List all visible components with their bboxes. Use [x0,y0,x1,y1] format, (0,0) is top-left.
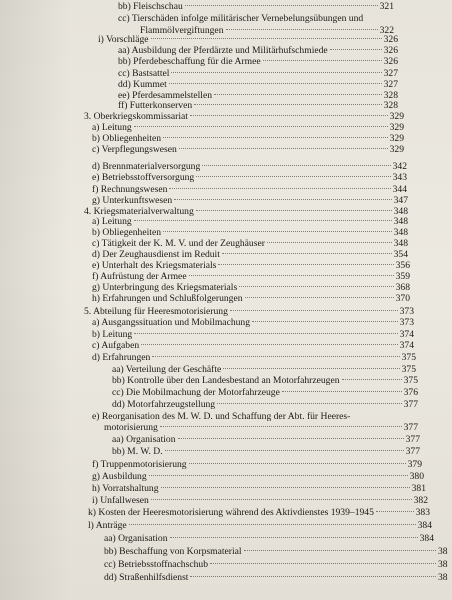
dot-leader [267,242,392,243]
toc-entry [104,558,452,571]
entry-label: aa) Ausbildung der Pferdärzte und Militärhufschmiede [118,45,328,56]
page-number: 327 [383,68,398,79]
dot-leader [376,511,414,512]
entry-label: d) Der Zeughausdienst im Reduit [92,249,220,260]
dot-leader [330,49,382,50]
dot-leader [134,220,392,221]
toc-entry [104,571,452,584]
page-number: 374 [399,340,414,351]
dot-leader [163,231,392,232]
entry-label: c) Verpflegungswesen [92,144,177,155]
entry-label: 3. Oberkriegskommissariat [84,111,188,122]
entry-label: aa) Verteilung der Geschäfte [112,364,222,375]
page-number: 348 [393,206,408,217]
page-number: 328 [383,100,398,111]
page-number: 326 [383,45,398,56]
entry-label: a) Leitung [92,122,132,133]
page-number: 326 [383,56,398,67]
dot-leader [210,563,436,564]
page-shadow [0,0,70,600]
dot-leader [245,297,394,298]
dot-leader [263,60,382,61]
page-number: 376 [403,387,418,398]
entry-label: h) Vorratshaltung [92,483,159,494]
dot-leader [226,29,378,30]
entry-label: e) Unterhalt des Kriegsmaterials [92,260,217,271]
entry-label: cc) Betriebsstoffnachschub [104,559,208,570]
entry-label: c) Tätigkeit der K. M. V. und der Zeughäuser [92,238,265,249]
page-number: 384 [417,520,432,531]
dot-leader [190,576,436,577]
entry-label: cc) Tierschäden infolge militärischer Vernebelungsübungen und [118,13,364,24]
entry-label: b) Obliegenheiten [92,133,161,144]
page-number: 329 [389,144,404,155]
dot-leader [189,463,406,464]
page-number: 368 [395,282,410,293]
entry-label: k) Kosten der Heeresmotorisierung während des Aktivdienstes 1939–1945 [88,507,374,518]
page-number: 377 [403,422,418,433]
dot-leader [151,38,382,39]
dot-leader [222,253,392,254]
toc-entry [92,292,410,305]
dot-leader [223,368,399,369]
page-number: 377 [405,434,420,445]
dot-leader [169,188,390,189]
toc-entry [112,445,420,458]
entry-label: 5. Abteilung für Heeresmotorisierung [84,306,228,317]
page-number: 377 [403,399,418,410]
dot-leader [169,83,382,84]
entry-label: bb) M. W. D. [112,446,163,457]
dot-leader [342,379,402,380]
entry-label: d) Brennmaterialversorgung [92,161,201,172]
dot-leader [185,5,378,6]
entry-label: cc) Bastsattel [118,68,170,79]
dot-leader [174,199,391,200]
toc-entry [88,519,432,532]
page-number: 375 [403,375,418,386]
page-number: 348 [393,227,408,238]
page-number: 354 [393,249,408,260]
page-number: 328 [383,90,398,101]
dot-leader [282,391,402,392]
entry-label: c) Aufgaben [92,340,140,351]
page-number: 322 [379,25,394,36]
entry-label: ff) Futterkonserven [118,100,193,111]
dot-leader [239,286,393,287]
dot-leader [152,356,399,357]
entry-label: aa) Organisation [112,434,176,445]
toc-entry [88,506,430,519]
page-number: 356 [395,260,410,271]
entry-label: g) Unterbringung des Kriegsmaterials [92,282,238,293]
page-number: 379 [407,459,422,470]
entry-label: h) Erfahrungen und Schlußfolgerungen [92,293,243,304]
entry-label: a) Ausgangssituation und Mobilmachung [92,317,251,328]
entry-label: Flammölvergiftungen [140,25,224,36]
dot-leader [189,275,394,276]
dot-leader [160,426,402,427]
dot-leader [196,176,390,177]
page-number: 327 [383,79,398,90]
page-number: 375 [401,364,416,375]
dot-leader [129,524,416,525]
entry-label: aa) Organisation [104,533,168,544]
page-number: 382 [413,495,428,506]
entry-label: bb) Pferdebeschaffung für die Armee [118,56,261,67]
page-number: 326 [383,34,398,45]
dot-leader [171,72,381,73]
dot-leader [134,333,397,334]
page-number: 375 [401,352,416,363]
page-number: 344 [392,184,407,195]
entry-label: bb) Beschaffung von Korpsmaterial [104,546,242,557]
toc-entry [104,545,452,558]
page-number: 380 [409,471,424,482]
entry-label: d) Erfahrungen [92,352,151,363]
dot-leader [217,403,402,404]
dot-leader [230,310,398,311]
dot-leader [161,487,410,488]
entry-label: ee) Pferdesammelstellen [118,90,213,101]
dot-leader [163,137,388,138]
entry-label: f) Rechnungswesen [92,184,168,195]
entry-label: i) Unfallwesen [92,495,149,506]
dot-leader [202,165,390,166]
dot-leader [151,499,412,500]
entry-label: g) Unterkunftswesen [92,195,173,206]
dot-leader [141,344,397,345]
dot-leader [214,94,382,95]
toc-entry [104,532,434,545]
page-number: 373 [399,317,414,328]
entry-label: e) Betriebsstoffversorgung [92,172,195,183]
entry-label: i) Vorschläge [98,34,149,45]
entry-label: b) Obliegenheiten [92,227,161,238]
page-number: 348 [393,238,408,249]
page-number: 329 [389,122,404,133]
dot-leader [190,115,388,116]
entry-label: bb) Kontrolle über den Landesbestand an Motorfahrzeugen [112,375,340,386]
page-number: 38 [438,572,448,583]
dot-leader [218,264,393,265]
entry-label: motorisierung [104,422,158,433]
entry-label: f) Truppenmotorisierung [92,459,187,470]
page-number: 321 [379,1,394,12]
entry-label: 4. Kriegsmaterialverwaltung [84,206,194,217]
page-number: 373 [399,306,414,317]
dot-leader [134,126,388,127]
page-number: 343 [392,172,407,183]
page-number: 38 [438,546,448,557]
page-number: 374 [399,329,414,340]
entry-label: cc) Die Mobilmachung der Motorfahrzeuge [112,387,280,398]
dot-leader [170,537,418,538]
entry-label: b) Leitung [92,329,133,340]
entry-label: bb) Fleischschau [118,1,183,12]
entry-label: l) Anträge [88,520,127,531]
page-number: 329 [389,111,404,122]
entry-label: dd) Kummet [118,79,167,90]
entry-label: f) Aufrüstung der Armee [92,271,187,282]
dot-leader [165,450,404,451]
page-number: 342 [392,161,407,172]
entry-label: e) Reorganisation des M. W. D. und Schaffung der Abt. für Heeres- [92,411,351,422]
page-number: 38 [438,559,448,570]
page-number: 384 [419,533,434,544]
entry-label: dd) Motorfahrzeugstellung [112,399,216,410]
toc-entry [92,143,404,156]
page-number: 329 [389,133,404,144]
dot-leader [196,210,392,211]
page-number: 359 [395,271,410,282]
dot-leader [149,475,408,476]
dot-leader [179,148,388,149]
page-number: 370 [395,293,410,304]
page-number: 381 [411,483,426,494]
dot-leader [244,550,436,551]
dot-leader [178,438,404,439]
entry-label: dd) Straßenhilfsdienst [104,572,189,583]
dot-leader [194,104,381,105]
entry-label: a) Leitung [92,216,132,227]
dot-leader [252,321,398,322]
page-number: 348 [393,216,408,227]
entry-label: g) Ausbildung [92,471,147,482]
page-number: 377 [405,446,420,457]
page-number: 347 [393,195,408,206]
page-number: 383 [415,507,430,518]
